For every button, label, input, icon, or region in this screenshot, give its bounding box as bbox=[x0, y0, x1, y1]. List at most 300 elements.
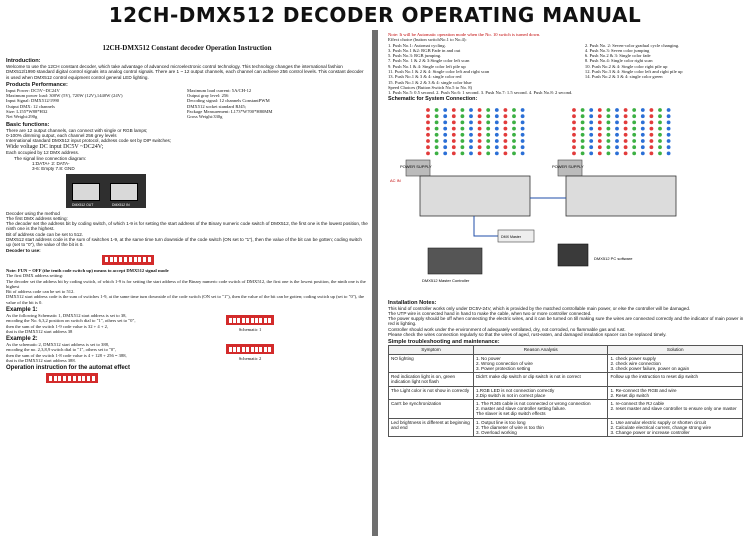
effect-item: 5. Push No.3: RGB jumping. bbox=[388, 53, 442, 59]
led-dot bbox=[598, 126, 602, 130]
led-dot bbox=[461, 126, 465, 130]
effect-item: 12. Push No.3 & 4: Single color left and right pile up bbox=[584, 69, 683, 75]
example-line: As the following Schematic 1, DMX512 start address is set to 38, bbox=[6, 313, 127, 318]
led-dot bbox=[504, 108, 508, 112]
function-line: 0-100% dimming output, each channel 256 grey levels bbox=[6, 132, 117, 138]
rj45-connector-image bbox=[66, 174, 146, 208]
reason-line: Didn't make dip switch or dip switch is not in correct bbox=[475, 374, 581, 380]
doc-title: 12CH-DMX512 Constant decoder Operation Instruction bbox=[102, 44, 272, 52]
led-dot bbox=[624, 108, 628, 112]
led-dot bbox=[581, 145, 585, 149]
led-dot bbox=[504, 145, 508, 149]
dip-switch-image bbox=[102, 255, 154, 265]
led-dot bbox=[486, 151, 490, 155]
fun-off-body bbox=[6, 273, 368, 305]
led-dot bbox=[435, 145, 439, 149]
led-dot bbox=[667, 139, 671, 143]
troubleshooting-heading: Simple troubleshooting and maintenance: bbox=[388, 339, 500, 346]
performance-right-col bbox=[187, 88, 368, 120]
led-dot bbox=[581, 139, 585, 143]
installation-notes bbox=[388, 306, 746, 338]
table-row bbox=[389, 399, 743, 418]
effect-item: 1. Push No.1: Automat cycling. bbox=[388, 42, 446, 48]
performance-heading: Products Performance: bbox=[6, 81, 68, 88]
led-dot bbox=[504, 126, 508, 130]
method-line: Bit of address code can be set to 512. bbox=[6, 231, 84, 237]
led-dot bbox=[641, 151, 645, 155]
led-dot bbox=[443, 145, 447, 149]
method-heading: Decoder using the method bbox=[6, 210, 60, 216]
led-dot bbox=[667, 132, 671, 136]
led-dot bbox=[632, 108, 636, 112]
table-row bbox=[389, 418, 743, 437]
led-dot bbox=[461, 108, 465, 112]
installation-heading: Installation Notes: bbox=[388, 299, 437, 306]
led-dot bbox=[512, 108, 516, 112]
intro-text: Welcome to use the 12CH constant decoder, which take advantage of advanced microelectronic control technology. This technology changes the international fashion DMX512/1990 standard digital control signals into analog control signals. There are 1 ~ 12 output channels, each channel can achieve 256 control levels. This constant decoder is used when DMX512 control equipment control general LED lighting. bbox=[6, 64, 364, 80]
symptom-cell: Led brightness is different at beginning and end bbox=[389, 418, 474, 437]
right-page bbox=[378, 30, 750, 536]
led-dot bbox=[521, 108, 525, 112]
spec-line: Size: L155*W88*H32 bbox=[6, 109, 48, 115]
solution-line: 1. re-connect the RJ cable bbox=[610, 400, 665, 406]
led-dot bbox=[607, 114, 611, 118]
reason-cell bbox=[473, 386, 608, 399]
troubleshooting-rows bbox=[389, 354, 743, 437]
led-dot bbox=[650, 108, 654, 112]
spec-line: Gross Weight:330g bbox=[187, 114, 223, 120]
dmx-master-label: DMX Master bbox=[501, 234, 521, 239]
led-dot bbox=[478, 151, 482, 155]
troubleshooting-table bbox=[388, 345, 743, 437]
led-strips-group bbox=[426, 108, 670, 155]
led-dot bbox=[658, 132, 662, 136]
led-dot bbox=[650, 139, 654, 143]
led-dot bbox=[452, 145, 456, 149]
led-dot bbox=[435, 108, 439, 112]
dip-switch-image bbox=[226, 344, 274, 354]
led-dot bbox=[521, 145, 525, 149]
dip-switch-image bbox=[226, 315, 274, 325]
led-dot bbox=[624, 139, 628, 143]
effect-item: 11. Push No.1 & 2 & 4: Single color left and right scan bbox=[388, 69, 490, 75]
rj45-port-out bbox=[72, 183, 100, 201]
led-dot bbox=[469, 108, 473, 112]
led-dot bbox=[598, 108, 602, 112]
led-dot bbox=[426, 139, 430, 143]
led-dot bbox=[572, 114, 576, 118]
led-dot bbox=[667, 126, 671, 130]
spec-line: Maximum load current: 5A/CH-12 bbox=[187, 87, 252, 93]
method-line: DMX512 start address code is the sum of switches 1-9, at the same time turn downside of the code switch (ON set to "1"), then the value of the bit can be gotten; coding switch up (set to "0"), the value of the bit is 0. bbox=[6, 237, 362, 248]
spec-line: Input Signal: DMX512/1990 bbox=[6, 98, 60, 104]
effect-item: 15. Push No.1 & 2 & 3 & 4: single color blue bbox=[388, 79, 472, 85]
led-dot bbox=[521, 126, 525, 130]
led-dot bbox=[486, 126, 490, 130]
signal-diagram-label: The signal line connection diagram: bbox=[14, 155, 87, 161]
led-dot bbox=[607, 108, 611, 112]
led-dot bbox=[650, 126, 654, 130]
led-dot bbox=[658, 126, 662, 130]
master-controller-label: DMX512 Master Controller bbox=[422, 277, 470, 283]
schematic1-caption: Schematic 1 bbox=[238, 327, 262, 332]
table-row bbox=[389, 354, 743, 373]
led-dot bbox=[495, 108, 499, 112]
dmx-master-cable bbox=[474, 216, 498, 236]
led-dot bbox=[615, 151, 619, 155]
pc-monitor-image bbox=[558, 244, 588, 266]
spec-line: Output gray level: 256 bbox=[187, 93, 229, 99]
basic-functions-heading: Basic functions: bbox=[6, 121, 50, 128]
led-dot bbox=[495, 132, 499, 136]
led-dot bbox=[504, 132, 508, 136]
effect-item: 9. Push No.1 & 4: Single color left pile up bbox=[388, 63, 466, 69]
led-dot bbox=[641, 126, 645, 130]
led-dot bbox=[512, 126, 516, 130]
effects-left-col bbox=[388, 43, 585, 85]
led-dot bbox=[486, 114, 490, 118]
led-dot bbox=[632, 139, 636, 143]
led-dot bbox=[443, 151, 447, 155]
install-note: The UTP wire is connected hand in hand to make the cable, when two or more controller connected. bbox=[388, 310, 592, 316]
spec-line: Input Power: DC5V~DC24V bbox=[6, 87, 60, 93]
solution-line: Follow up the instruction to reset dip switch bbox=[610, 374, 699, 380]
reason-line: 1. The RJ45 cable is not connected or wrong connection bbox=[475, 400, 591, 406]
led-dot bbox=[581, 114, 585, 118]
example-line: then the sum of the switch 1-8 code value is 4 + 128 + 256 = 388, bbox=[6, 352, 127, 358]
fun-off-note: Note: FUN = OFF (the tenth code switch up) means to accept DMX512 signal mode bbox=[6, 267, 169, 273]
led-dot bbox=[624, 132, 628, 136]
led-dot bbox=[435, 120, 439, 124]
led-dot bbox=[521, 151, 525, 155]
led-dot bbox=[478, 108, 482, 112]
led-dot bbox=[624, 145, 628, 149]
led-dot bbox=[667, 151, 671, 155]
port-label: DMX512 OUT bbox=[72, 202, 94, 207]
led-dot bbox=[426, 114, 430, 118]
led-dot bbox=[624, 120, 628, 124]
solution-line: 2. reset master and slave controller to ensure only one master bbox=[610, 406, 737, 412]
led-dot bbox=[512, 114, 516, 118]
led-dot bbox=[632, 145, 636, 149]
led-dot bbox=[658, 145, 662, 149]
port-label: DMX512 IN bbox=[112, 202, 130, 207]
led-dot bbox=[641, 120, 645, 124]
solution-line: 1. Re-connect the RGB and wire bbox=[610, 387, 677, 393]
led-dot bbox=[581, 120, 585, 124]
led-dot bbox=[667, 120, 671, 124]
solution-line: 1. check power supply bbox=[610, 355, 656, 361]
led-dot bbox=[443, 126, 447, 130]
led-dot bbox=[469, 114, 473, 118]
led-dot bbox=[469, 151, 473, 155]
led-dot bbox=[589, 151, 593, 155]
led-dot bbox=[495, 151, 499, 155]
led-dot bbox=[512, 145, 516, 149]
solution-line: 3. Change power or increase controller bbox=[610, 429, 690, 435]
led-dot bbox=[426, 108, 430, 112]
install-note: This kind of controller works only under DC5V-24V, which is provided by the matched controllable main power, or else the controller will be damaged. bbox=[388, 305, 691, 311]
led-dot bbox=[452, 151, 456, 155]
led-dot bbox=[581, 126, 585, 130]
led-dot bbox=[572, 126, 576, 130]
spec-line: DMX512 socket standard RJ45; bbox=[187, 103, 247, 109]
led-dot bbox=[641, 114, 645, 118]
effect-item: 3. Push No.1 &2: RGB Fade in and out bbox=[388, 47, 461, 53]
speed-choices-label: Speed Choices (Button Switch No.5 to No. 8) bbox=[388, 84, 473, 90]
pin-definitions bbox=[6, 161, 368, 172]
reason-line: 1.RGB LED is not connection correctly bbox=[475, 387, 555, 393]
led-dot bbox=[632, 114, 636, 118]
reason-line: 2. Wrong connection of wire bbox=[475, 360, 533, 366]
led-dot bbox=[598, 114, 602, 118]
led-dot bbox=[589, 132, 593, 136]
led-dot bbox=[658, 108, 662, 112]
effect-item: 8. Push No.4: Single color right scan bbox=[584, 58, 653, 64]
power-supply-label: POWER SUPPLY bbox=[552, 163, 584, 169]
led-dot bbox=[521, 114, 525, 118]
led-dot bbox=[598, 132, 602, 136]
led-dot bbox=[658, 151, 662, 155]
spec-line: Decoding signal: 12 channels ConstantPWM bbox=[187, 98, 270, 104]
led-dot bbox=[632, 151, 636, 155]
led-dot bbox=[632, 120, 636, 124]
led-dot bbox=[512, 139, 516, 143]
led-dot bbox=[581, 151, 585, 155]
led-dot bbox=[495, 120, 499, 124]
led-dot bbox=[486, 145, 490, 149]
led-dot bbox=[461, 114, 465, 118]
led-dot bbox=[598, 120, 602, 124]
effect-item: 2. Push No. 2: Seven-color gradual cycle changing. bbox=[584, 42, 680, 48]
led-dot bbox=[615, 126, 619, 130]
led-dot bbox=[478, 132, 482, 136]
led-dot bbox=[521, 120, 525, 124]
led-dot bbox=[486, 139, 490, 143]
solution-cell bbox=[608, 399, 743, 418]
led-dot bbox=[641, 132, 645, 136]
led-dot bbox=[521, 132, 525, 136]
led-dot bbox=[607, 139, 611, 143]
rj45-port-in bbox=[110, 183, 138, 201]
spec-line: Net Weight:290g bbox=[6, 114, 38, 120]
led-dot bbox=[572, 145, 576, 149]
effect-choice-label: Effect choice (button switchNo.1 to No.4): bbox=[388, 37, 467, 43]
led-dot bbox=[667, 145, 671, 149]
led-dot bbox=[469, 145, 473, 149]
solution-cell bbox=[608, 373, 743, 386]
led-dot bbox=[658, 114, 662, 118]
solution-line: 3. check power failure, power on again bbox=[610, 365, 690, 371]
speed-line: 1. Push No.5: 0.5 second. 2. Push No.6: 1 second. 3. Push No.7: 1.5 second. 4. Push No.8: 2 second. bbox=[388, 90, 573, 96]
led-dot bbox=[624, 151, 628, 155]
led-dot bbox=[504, 120, 508, 124]
effect-item: 6. Push No.2 & 3: Single color fade bbox=[584, 53, 651, 59]
effect-item: 14. Push No.2 & 3 & 4: single color green bbox=[584, 74, 663, 80]
led-dot bbox=[452, 139, 456, 143]
led-dot bbox=[435, 114, 439, 118]
led-dot bbox=[650, 120, 654, 124]
method-line: The first DMX address setting: bbox=[6, 215, 68, 221]
solution-cell bbox=[608, 418, 743, 437]
example2 bbox=[6, 342, 368, 363]
performance-specs bbox=[6, 88, 368, 120]
led-dot bbox=[426, 151, 430, 155]
reason-line: 3. Overload working bbox=[475, 429, 517, 435]
led-dot bbox=[504, 114, 508, 118]
install-note: Please check the wires connection regularly so that the wires of aged, rust-eaten, and damaged insulation spacer can be replaced timely. bbox=[388, 332, 667, 338]
led-dot bbox=[469, 132, 473, 136]
led-dot bbox=[598, 139, 602, 143]
led-dot bbox=[607, 145, 611, 149]
install-note: Controller should work under the environment of adequately ventilated, dry, not corroded, no flammable gas and rust. bbox=[388, 326, 626, 332]
led-dot bbox=[469, 139, 473, 143]
manual-banner-title: 12CH-DMX512 DECODER OPERATING MANUAL bbox=[108, 3, 642, 27]
led-dot bbox=[452, 114, 456, 118]
led-dot bbox=[581, 132, 585, 136]
table-header-row bbox=[389, 346, 743, 354]
solution-cell bbox=[608, 386, 743, 399]
led-dot bbox=[589, 108, 593, 112]
reason-cell bbox=[473, 418, 608, 437]
dip-switch-image bbox=[46, 373, 98, 383]
reason-line: 3. Power protection setting bbox=[475, 365, 531, 371]
intro-heading: Introduction: bbox=[6, 58, 41, 64]
note-line: The decoder set the address bit by coding switch, of which 1-9 is for setting the start address of the Binary numeric code switch of DMX512, the first one is the lowest position, the ninth one is the highest bbox=[6, 278, 366, 289]
function-line: There are 12 output channels, can connect with single or RGB lamps; bbox=[6, 127, 148, 133]
reason-cell bbox=[473, 354, 608, 373]
led-dot bbox=[607, 126, 611, 130]
led-dot bbox=[572, 132, 576, 136]
example1-heading: Example 1: bbox=[6, 307, 38, 313]
pin-line: 1:DATA+ 2: DATA- bbox=[32, 160, 70, 166]
solution-line: 1. Use annular electric supply or shorten circuit bbox=[610, 419, 706, 425]
schematic1 bbox=[226, 313, 274, 332]
led-dot bbox=[572, 151, 576, 155]
function-line: International standard DMX512 input protocol, address code set by DIP switches; bbox=[6, 138, 172, 144]
reason-line: 1. No power bbox=[475, 355, 501, 361]
left-page bbox=[0, 30, 372, 536]
led-dot bbox=[607, 151, 611, 155]
led-dot bbox=[443, 132, 447, 136]
pc-software-label: DMX512 PC software bbox=[594, 255, 633, 261]
symptom-cell: The Light color is not show in correctly bbox=[389, 386, 474, 399]
led-dot bbox=[452, 120, 456, 124]
column-header: Symptom bbox=[389, 346, 474, 354]
example2-text bbox=[6, 342, 216, 363]
led-dot bbox=[589, 120, 593, 124]
led-dot bbox=[426, 126, 430, 130]
led-dot bbox=[512, 132, 516, 136]
led-dot bbox=[495, 126, 499, 130]
led-dot bbox=[443, 114, 447, 118]
led-dot bbox=[469, 120, 473, 124]
led-dot bbox=[615, 108, 619, 112]
system-connection-diagram bbox=[388, 104, 743, 290]
effect-item: 13. Push No.1 & 3 & 4: single color red bbox=[388, 74, 462, 80]
led-dot bbox=[589, 126, 593, 130]
led-dot bbox=[521, 139, 525, 143]
ac-in-label: AC IN bbox=[390, 177, 401, 183]
led-dot bbox=[486, 108, 490, 112]
column-header: Solution bbox=[608, 346, 743, 354]
led-dot bbox=[443, 108, 447, 112]
symptom-cell: NO lighting bbox=[389, 354, 474, 373]
led-dot bbox=[572, 139, 576, 143]
example-line: that is the DMX512 start address 38 bbox=[6, 328, 73, 334]
method-line: The decoder set the address bit by coding switch, of which 1-9 is for setting the start address of the Binary numeric code switch of DMX512, the first one is the lowest position, the ninth one is the highest. bbox=[6, 221, 368, 232]
schematic2 bbox=[226, 342, 274, 361]
reason-cell bbox=[473, 399, 608, 418]
led-dot bbox=[435, 139, 439, 143]
led-dot bbox=[461, 120, 465, 124]
led-dot bbox=[461, 145, 465, 149]
led-dot bbox=[589, 114, 593, 118]
solution-line: 2. Calculate electrical current, change strong wire bbox=[610, 424, 712, 430]
solution-line: 2. Reset dip switch bbox=[610, 392, 650, 398]
solution-line: 2. check wire connection bbox=[610, 360, 661, 366]
note-line: Bit of address code can be set to 512. bbox=[6, 289, 75, 295]
led-dot bbox=[607, 132, 611, 136]
led-dot bbox=[495, 114, 499, 118]
led-dot bbox=[452, 108, 456, 112]
symptom-cell: Can't be synchronization bbox=[389, 399, 474, 418]
led-dot bbox=[512, 151, 516, 155]
led-dot bbox=[478, 139, 482, 143]
led-dot bbox=[495, 139, 499, 143]
led-dot bbox=[650, 151, 654, 155]
master-controller-image bbox=[428, 248, 482, 274]
led-dot bbox=[624, 114, 628, 118]
occupied-line: Each occupied by 12 DMX address. bbox=[6, 150, 80, 156]
led-dot bbox=[512, 120, 516, 124]
schematic-title: Schematic for System Connection: bbox=[388, 95, 478, 102]
note-line: DMX512 start address code is the sum of switches 1-9, at the same time turn downside of the code switch (ON set to "1"), then the value of the bit can be gotten; coding switch up (set to "0"), the value of the bit is 0. bbox=[6, 294, 365, 305]
wide-voltage-line: Wide voltage DC input DC5V ~DC24V; bbox=[6, 143, 104, 150]
led-dot bbox=[478, 114, 482, 118]
led-dot bbox=[426, 145, 430, 149]
led-dot bbox=[658, 139, 662, 143]
decoder-use-label: Decoder to use: bbox=[6, 247, 41, 253]
example-line: As the schematic 2, DMX512 start address is set to 388, bbox=[6, 342, 110, 348]
led-dot bbox=[641, 139, 645, 143]
reason-line: The slaver is set dip switch effects bbox=[475, 411, 546, 417]
led-dot bbox=[495, 145, 499, 149]
led-dot bbox=[581, 108, 585, 112]
reason-line: 1. Output line is too long bbox=[475, 419, 526, 425]
schematic2-caption: Schematic 2 bbox=[238, 356, 262, 362]
column-header: Reason Analysis bbox=[473, 346, 608, 354]
led-dot bbox=[469, 126, 473, 130]
led-dot bbox=[598, 151, 602, 155]
led-dot bbox=[452, 132, 456, 136]
led-dot bbox=[615, 132, 619, 136]
led-dot bbox=[572, 120, 576, 124]
led-dot bbox=[426, 132, 430, 136]
led-dot bbox=[667, 108, 671, 112]
pin-line: 3-6: Empty 7.8: GND bbox=[32, 166, 75, 172]
led-dot bbox=[607, 120, 611, 124]
led-dot bbox=[650, 132, 654, 136]
effects-right-col bbox=[585, 43, 746, 85]
led-dot bbox=[478, 145, 482, 149]
auto-mode-note: Note: It will be Automatic operation mode when the No. 10 switch is turned down. bbox=[388, 32, 541, 37]
led-dot bbox=[478, 126, 482, 130]
note-line: The first DMX address setting: bbox=[6, 273, 64, 279]
table-row bbox=[389, 373, 743, 386]
led-dot bbox=[486, 120, 490, 124]
power-supply-label: POWER SUPPLY bbox=[400, 163, 432, 169]
